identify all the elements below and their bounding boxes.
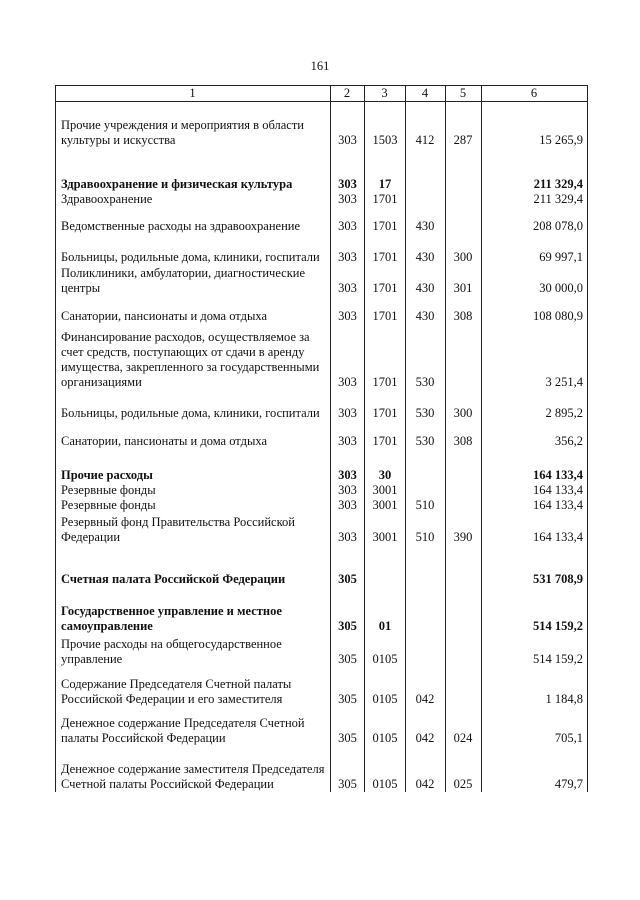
cell-col6: 164 133,4 [533, 498, 583, 512]
table-row [0, 468, 640, 483]
table-row [0, 434, 640, 449]
page-number: 161 [310, 59, 330, 73]
table-row [0, 266, 640, 296]
cell-col3: 3001 [372, 498, 398, 512]
cell-col2: 303 [338, 375, 357, 389]
cell-col2: 303 [338, 250, 357, 264]
row-name: Поликлиники, амбулатории, диагностические центры [61, 266, 306, 295]
cell-col4: 430 [415, 219, 435, 233]
row-name: Ведомственные расходы на здравоохранение [61, 219, 301, 233]
cell-col5: 025 [453, 777, 473, 791]
cell-col6: 164 133,4 [533, 468, 583, 482]
table-row [0, 329, 640, 390]
cell-col3: 1701 [372, 281, 398, 295]
cell-col4: 430 [415, 309, 435, 323]
cell-col3: 3001 [372, 483, 398, 497]
row-name: Резервные фонды [61, 498, 156, 512]
cell-col3: 0105 [372, 652, 398, 666]
table-row [0, 391, 640, 421]
cell-col4: 510 [415, 498, 435, 512]
cell-col6: 3 251,4 [545, 375, 583, 389]
table-row [0, 604, 640, 634]
cell-col4: 430 [415, 250, 435, 264]
cell-col2: 305 [338, 652, 357, 666]
row-name: Прочие учреждения и мероприятия в области культуры и искусства [61, 118, 304, 147]
cell-col5: 300 [453, 250, 473, 264]
row-name: Денежное содержание Председателя Счетной палаты Российской Федерации [61, 716, 305, 745]
cell-col4: 430 [415, 281, 435, 295]
table-row [0, 235, 640, 265]
cell-col6: 514 159,2 [533, 652, 583, 666]
cell-col6: 15 265,9 [539, 133, 583, 147]
cell-col4: 042 [415, 777, 435, 791]
cell-col2: 303 [338, 498, 357, 512]
cell-col2: 303 [338, 177, 357, 191]
column-header-4: 4 [421, 86, 429, 100]
cell-col3: 3001 [372, 530, 398, 544]
cell-col2: 303 [338, 406, 357, 420]
table-row [0, 219, 640, 234]
cell-col3: 01 [378, 619, 392, 633]
cell-col3: 17 [378, 177, 392, 191]
row-name: Здравоохранение [61, 192, 153, 206]
cell-col6: 30 000,0 [539, 281, 583, 295]
cell-col2: 305 [338, 619, 357, 633]
row-name: Здравоохранение и физическая культура [61, 177, 293, 191]
cell-col4: 042 [415, 731, 435, 745]
column-header-3: 3 [381, 86, 388, 100]
cell-col6: 211 329,4 [533, 177, 583, 191]
cell-col6: 705,1 [554, 731, 583, 745]
cell-col2: 305 [338, 572, 357, 586]
cell-col4: 510 [415, 530, 435, 544]
row-name: Денежное содержание заместителя Председателя Счетной палаты Российской Федерации [61, 762, 325, 791]
table-row [0, 192, 640, 207]
table-row [0, 498, 640, 513]
cell-col4: 530 [415, 434, 435, 448]
cell-col6: 479,7 [554, 777, 583, 791]
table-row [0, 515, 640, 545]
cell-col5: 024 [453, 731, 473, 745]
cell-col2: 303 [338, 483, 357, 497]
cell-col4: 530 [415, 375, 435, 389]
cell-col2: 305 [338, 692, 357, 706]
table-row [0, 118, 640, 148]
cell-col3: 0105 [372, 731, 398, 745]
column-header-6: 6 [530, 86, 538, 100]
cell-col6: 69 997,1 [539, 250, 583, 264]
row-name: Больницы, родильные дома, клиники, госпитали [61, 250, 320, 264]
cell-col3: 1701 [372, 219, 398, 233]
row-name: Резервный фонд Правительства Российской Федерации [61, 515, 295, 544]
cell-col2: 305 [338, 731, 357, 745]
row-name: Финансирование расходов, осуществляемое за счет средств, поступающих от сдачи в аренду имущества, закрепленного за государственными организациями [61, 330, 320, 389]
cell-col3: 30 [378, 468, 392, 482]
cell-col2: 303 [338, 530, 357, 544]
cell-col4: 412 [415, 133, 435, 147]
table-row [0, 746, 640, 792]
cell-col3: 0105 [372, 777, 398, 791]
column-header-5: 5 [459, 86, 467, 100]
table-row [0, 483, 640, 498]
cell-col2: 303 [338, 133, 357, 147]
row-name: Санатории, пансионаты и дома отдыха [61, 434, 267, 448]
cell-col3: 1701 [372, 250, 398, 264]
cell-col2: 303 [338, 434, 357, 448]
cell-col5: 300 [453, 406, 473, 420]
cell-col2: 303 [338, 281, 357, 295]
row-name: Больницы, родильные дома, клиники, госпитали [61, 406, 320, 420]
cell-col3: 1701 [372, 375, 398, 389]
table-row [0, 177, 640, 192]
table-header-bottom-border [55, 101, 588, 102]
row-name: Государственное управление и местное самоуправление [61, 604, 282, 633]
cell-col5: 308 [453, 434, 473, 448]
cell-col2: 305 [338, 777, 357, 791]
cell-col2: 303 [338, 219, 357, 233]
cell-col5: 287 [453, 133, 473, 147]
cell-col6: 164 133,4 [533, 530, 583, 544]
row-name: Содержание Председателя Счетной палаты Российской Федерации и его заместителя [61, 677, 292, 706]
cell-col3: 1701 [372, 406, 398, 420]
table-row [0, 309, 640, 324]
column-header-1: 1 [189, 86, 196, 100]
cell-col3: 1701 [372, 434, 398, 448]
cell-col2: 303 [338, 468, 357, 482]
cell-col6: 208 078,0 [533, 219, 583, 233]
cell-col6: 356,2 [554, 434, 583, 448]
table-row [0, 716, 640, 746]
row-name: Санатории, пансионаты и дома отдыха [61, 309, 267, 323]
cell-col2: 303 [338, 192, 357, 206]
cell-col5: 390 [453, 530, 473, 544]
cell-col5: 301 [453, 281, 473, 295]
row-name: Прочие расходы [61, 468, 153, 482]
cell-col4: 530 [415, 406, 435, 420]
cell-col6: 108 080,9 [533, 309, 583, 323]
cell-col6: 211 329,4 [533, 192, 583, 206]
cell-col6: 531 708,9 [533, 572, 583, 586]
cell-col3: 1701 [372, 309, 398, 323]
cell-col2: 303 [338, 309, 357, 323]
cell-col3: 1701 [372, 192, 398, 206]
cell-col6: 164 133,4 [533, 483, 583, 497]
table-row [0, 637, 640, 667]
row-name: Счетная палата Российской Федерации [61, 572, 286, 586]
cell-col4: 042 [415, 692, 435, 706]
cell-col6: 514 159,2 [533, 619, 583, 633]
row-name: Прочие расходы на общегосударственное управление [61, 637, 282, 666]
cell-col5: 308 [453, 309, 473, 323]
cell-col3: 1503 [372, 133, 398, 147]
row-name: Резервные фонды [61, 483, 156, 497]
cell-col3: 0105 [372, 692, 398, 706]
column-header-2: 2 [343, 86, 351, 100]
table-row [0, 677, 640, 707]
cell-col6: 2 895,2 [545, 406, 583, 420]
table-row [0, 572, 640, 587]
cell-col6: 1 184,8 [545, 692, 583, 706]
